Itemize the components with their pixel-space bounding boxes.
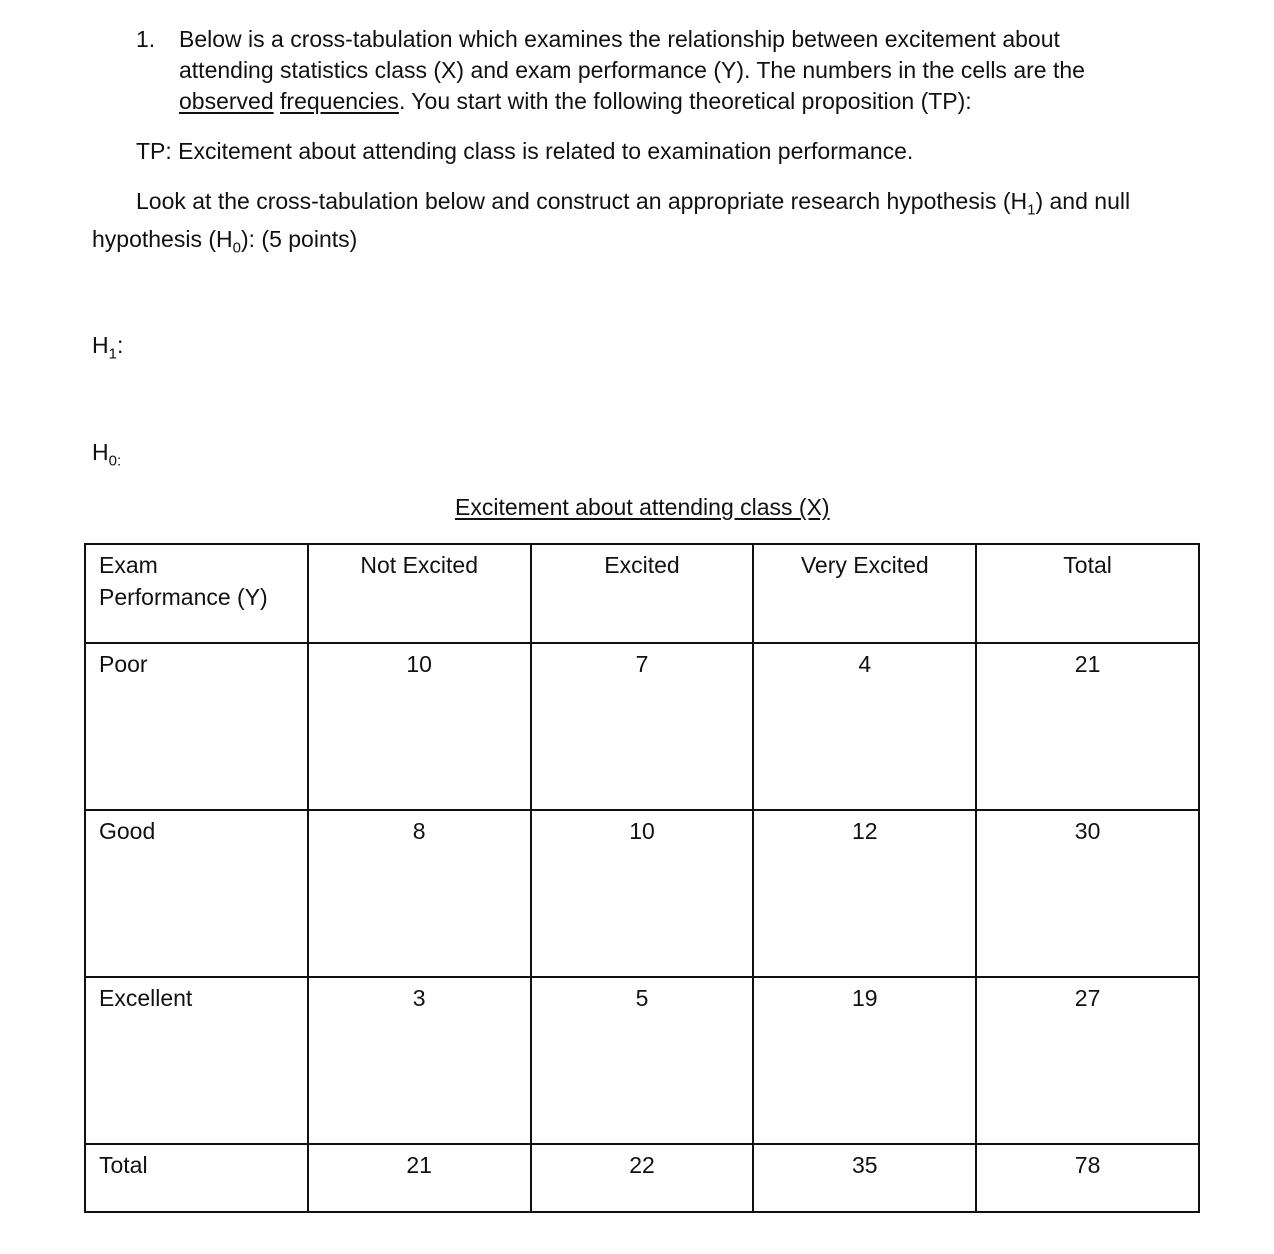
- row-label-header: [85, 544, 308, 643]
- question-number: 1.: [136, 26, 156, 52]
- table-row: [85, 810, 1199, 977]
- table-cell: 10: [531, 810, 754, 977]
- instruction-line-2: [92, 224, 357, 255]
- h1-letter: H: [92, 332, 109, 358]
- table-cell: 21: [976, 643, 1199, 810]
- underlined-observed: observed: [179, 88, 274, 114]
- table-cell: 21: [308, 1144, 531, 1212]
- row-label-header-line-1: Exam: [99, 552, 158, 578]
- table-cell: 27: [976, 977, 1199, 1144]
- table-cell: 4: [753, 643, 976, 810]
- h0-letter: H: [92, 439, 109, 465]
- column-header: Excited: [531, 544, 754, 643]
- cross-tabulation-table: [84, 543, 1200, 1213]
- column-header: Not Excited: [308, 544, 531, 643]
- question-line-3-rest: . You start with the following theoretical proposition (TP):: [398, 88, 972, 114]
- instruction-text-c: hypothesis (H: [92, 226, 233, 252]
- table-row: [85, 977, 1199, 1144]
- question-text: [179, 24, 1159, 117]
- table-row: [85, 643, 1199, 810]
- table-header-row: [85, 544, 1199, 643]
- table-cell: 10: [308, 643, 531, 810]
- instruction-text-b: ) and null: [1035, 188, 1131, 214]
- row-label: Good: [85, 810, 308, 977]
- h1-subscript: 1: [1027, 201, 1036, 219]
- table-total-row: [85, 1144, 1199, 1212]
- column-header: Total: [976, 544, 1199, 643]
- instruction-line-1: [136, 186, 1130, 217]
- table-cell: 22: [531, 1144, 754, 1212]
- table-cell: 35: [753, 1144, 976, 1212]
- question-line-3: [179, 86, 1159, 117]
- h1-colon: :: [116, 332, 124, 358]
- h0-subscript: 0: [232, 239, 241, 257]
- instruction-text-a: Look at the cross-tabulation below and construct an appropriate research hypothesis (H: [136, 188, 1028, 214]
- h0-label: [92, 437, 121, 468]
- h1-label: [92, 330, 123, 361]
- h0-label-subscript: 0:: [108, 452, 122, 470]
- question-line-2: attending statistics class (X) and exam performance (Y). The numbers in the cells are the: [179, 57, 1085, 83]
- table-cell: 30: [976, 810, 1199, 977]
- theoretical-proposition: TP: Excitement about attending class is related to examination performance.: [136, 138, 914, 164]
- table-cell: 78: [976, 1144, 1199, 1212]
- table-cell: 5: [531, 977, 754, 1144]
- row-label: Excellent: [85, 977, 308, 1144]
- row-label-header-line-2: Performance (Y): [99, 584, 268, 610]
- question-line-1: Below is a cross-tabulation which examines the relationship between excitement about: [179, 26, 1060, 52]
- table-title: Excitement about attending class (X): [455, 494, 830, 520]
- row-label: Total: [85, 1144, 308, 1212]
- table-cell: 12: [753, 810, 976, 977]
- table-cell: 8: [308, 810, 531, 977]
- table-cell: 7: [531, 643, 754, 810]
- row-label: Poor: [85, 643, 308, 810]
- table-cell: 3: [308, 977, 531, 1144]
- underlined-frequencies: frequencies: [280, 88, 399, 114]
- instruction-text-d: ): (5 points): [240, 226, 358, 252]
- table-cell: 19: [753, 977, 976, 1144]
- h1-label-subscript: 1: [108, 345, 117, 363]
- column-header: Very Excited: [753, 544, 976, 643]
